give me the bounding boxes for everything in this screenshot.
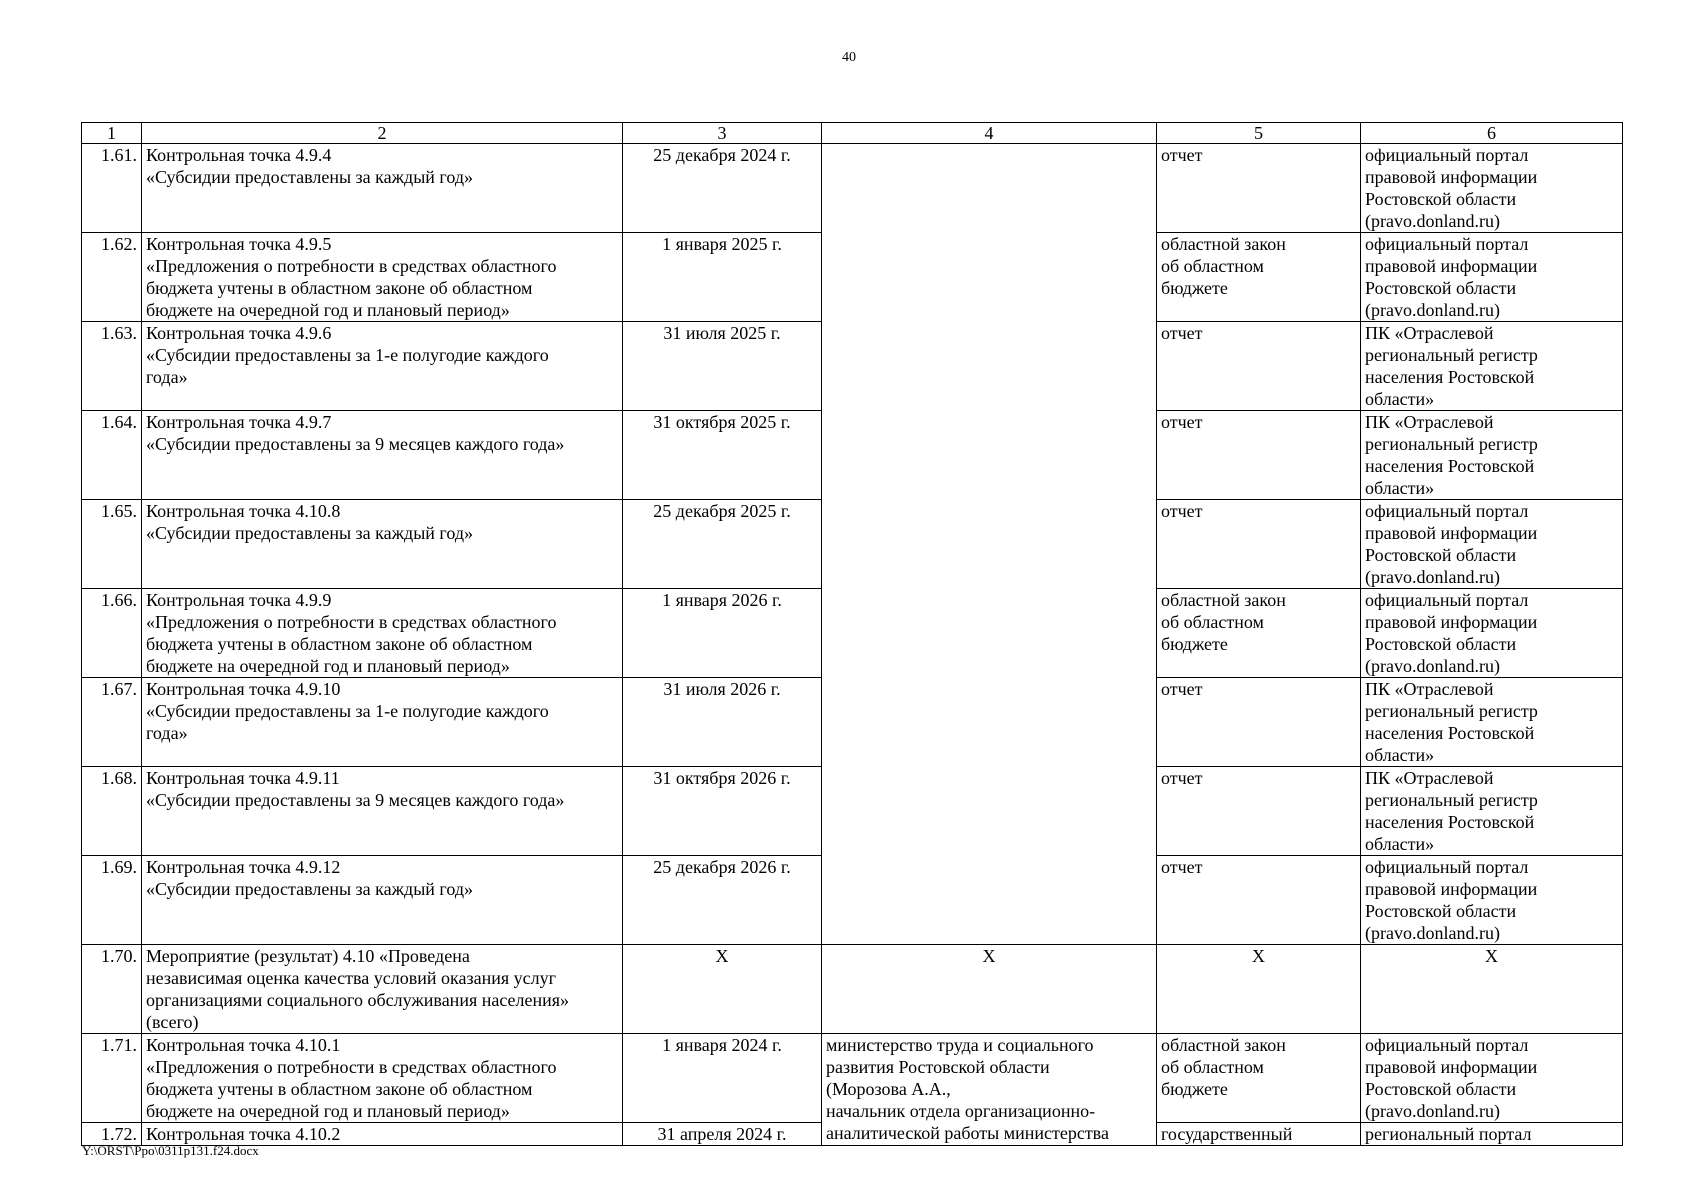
control-point-cell [142,322,623,411]
control-point-description: «Предложения о потребности в средствах областного бюджета учтены в областном законе об областном бюджете на очередной год и плановый период» [146,256,557,320]
table-row [82,1034,1623,1123]
document-type: областной закон об областном бюджете [1157,589,1361,678]
x-mark: X [822,945,1157,1034]
document-type: отчет [1157,411,1361,500]
column-header-1: 1 [82,123,142,144]
information-source: ПК «Отраслевой региональный регистр населения Ростовской области» [1361,411,1623,500]
table-row-measure [82,945,1623,1034]
control-point-description: «Предложения о потребности в средствах областного бюджета учтены в областном законе об областном бюджете на очередной год и плановый период» [146,1057,557,1121]
information-source: официальный портал правовой информации Ростовской области (pravo.donland.ru) [1361,589,1623,678]
deadline-date: 31 июля 2025 г. [623,322,822,411]
control-point-title: Контрольная точка 4.9.4 [146,145,332,165]
control-point-cell [142,144,623,233]
control-point-description: «Предложения о потребности в средствах областного бюджета учтены в областном законе об областном бюджете на очередной год и плановый период» [146,612,557,676]
deadline-date: 31 октября 2026 г. [623,767,822,856]
column-header-3: 3 [623,123,822,144]
row-number: 1.66. [82,589,142,678]
information-source: официальный портал правовой информации Ростовской области (pravo.donland.ru) [1361,144,1623,233]
deadline-date: 25 декабря 2026 г. [623,856,822,945]
column-header-4: 4 [822,123,1157,144]
information-source: ПК «Отраслевой региональный регистр населения Ростовской области» [1361,322,1623,411]
control-points-table [81,122,1623,1146]
control-point-title: Контрольная точка 4.9.6 [146,323,332,343]
row-number: 1.62. [82,233,142,322]
column-header-2: 2 [142,123,623,144]
deadline-date: 1 января 2026 г. [623,589,822,678]
control-point-title: Контрольная точка 4.10.1 [146,1035,341,1055]
deadline-date: 25 декабря 2025 г. [623,500,822,589]
document-type: отчет [1157,856,1361,945]
table-header-row [82,123,1623,144]
page-number: 40 [842,50,856,65]
document-type: отчет [1157,322,1361,411]
information-source: ПК «Отраслевой региональный регистр населения Ростовской области» [1361,678,1623,767]
control-point-title: Контрольная точка 4.9.12 [146,857,341,877]
control-point-description: «Субсидии предоставлены за 1-е полугодие каждого года» [146,345,549,387]
document-type: государственный [1157,1123,1361,1146]
x-mark: X [1361,945,1623,1034]
control-point-title: Контрольная точка 4.9.11 [146,768,340,788]
control-point-description: «Субсидии предоставлены за 9 месяцев каждого года» [146,434,565,454]
control-point-description: «Субсидии предоставлены за каждый год» [146,167,473,187]
control-point-title: Контрольная точка 4.9.9 [146,590,332,610]
control-point-title: Контрольная точка 4.9.5 [146,234,332,254]
control-point-cell [142,767,623,856]
footer-file-path: Y:\ORST\Ppo\0311p131.f24.docx [82,1143,259,1158]
x-mark: X [1157,945,1361,1034]
deadline-date: 31 октября 2025 г. [623,411,822,500]
row-number: 1.61. [82,144,142,233]
control-point-cell [142,411,623,500]
row-number: 1.69. [82,856,142,945]
document-type: областной закон об областном бюджете [1157,233,1361,322]
control-point-cell [142,856,623,945]
measure-description: Мероприятие (результат) 4.10 «Проведена независимая оценка качества условий оказания услуг организациями социального обслуживания населения» (всего) [142,945,623,1034]
document-type: областной закон об областном бюджете [1157,1034,1361,1123]
column-header-6: 6 [1361,123,1623,144]
responsible-cell-merged [822,144,1157,945]
table-row [82,144,1623,233]
control-point-title: Контрольная точка 4.9.7 [146,412,332,432]
control-point-cell [142,1034,623,1123]
row-number: 1.71. [82,1034,142,1123]
deadline-date: 25 декабря 2024 г. [623,144,822,233]
row-number: 1.72. [82,1123,142,1146]
control-point-cell [142,678,623,767]
control-point-description: «Субсидии предоставлены за 9 месяцев каждого года» [146,790,565,810]
control-point-description: «Субсидии предоставлены за 1-е полугодие каждого года» [146,701,549,743]
deadline-date: 1 января 2025 г. [623,233,822,322]
control-point-cell [142,500,623,589]
information-source: официальный портал правовой информации Ростовской области (pravo.donland.ru) [1361,233,1623,322]
deadline-date: 1 января 2024 г. [623,1034,822,1123]
row-number: 1.70. [82,945,142,1034]
information-source: официальный портал правовой информации Ростовской области (pravo.donland.ru) [1361,856,1623,945]
information-source: официальный портал правовой информации Ростовской области (pravo.donland.ru) [1361,1034,1623,1123]
control-point-description: «Субсидии предоставлены за каждый год» [146,879,473,899]
deadline-date: 31 июля 2026 г. [623,678,822,767]
responsible-person: министерство труда и социального развития Ростовской области (Морозова А.А., начальник отдела организационно- аналитической работы министерства [822,1034,1157,1146]
x-mark: X [623,945,822,1034]
document-type: отчет [1157,678,1361,767]
row-number: 1.67. [82,678,142,767]
deadline-date: 31 апреля 2024 г. [623,1123,822,1146]
control-point-title: Контрольная точка 4.9.10 [146,679,341,699]
row-number: 1.64. [82,411,142,500]
information-source: официальный портал правовой информации Ростовской области (pravo.donland.ru) [1361,500,1623,589]
row-number: 1.65. [82,500,142,589]
column-header-5: 5 [1157,123,1361,144]
document-type: отчет [1157,767,1361,856]
control-point-title: Контрольная точка 4.10.8 [146,501,341,521]
control-point-cell [142,589,623,678]
document-type: отчет [1157,144,1361,233]
row-number: 1.68. [82,767,142,856]
row-number: 1.63. [82,322,142,411]
control-point-title: Контрольная точка 4.10.2 [142,1123,623,1146]
document-type: отчет [1157,500,1361,589]
control-point-description: «Субсидии предоставлены за каждый год» [146,523,473,543]
information-source: региональный портал [1361,1123,1623,1146]
information-source: ПК «Отраслевой региональный регистр населения Ростовской области» [1361,767,1623,856]
control-point-cell [142,233,623,322]
